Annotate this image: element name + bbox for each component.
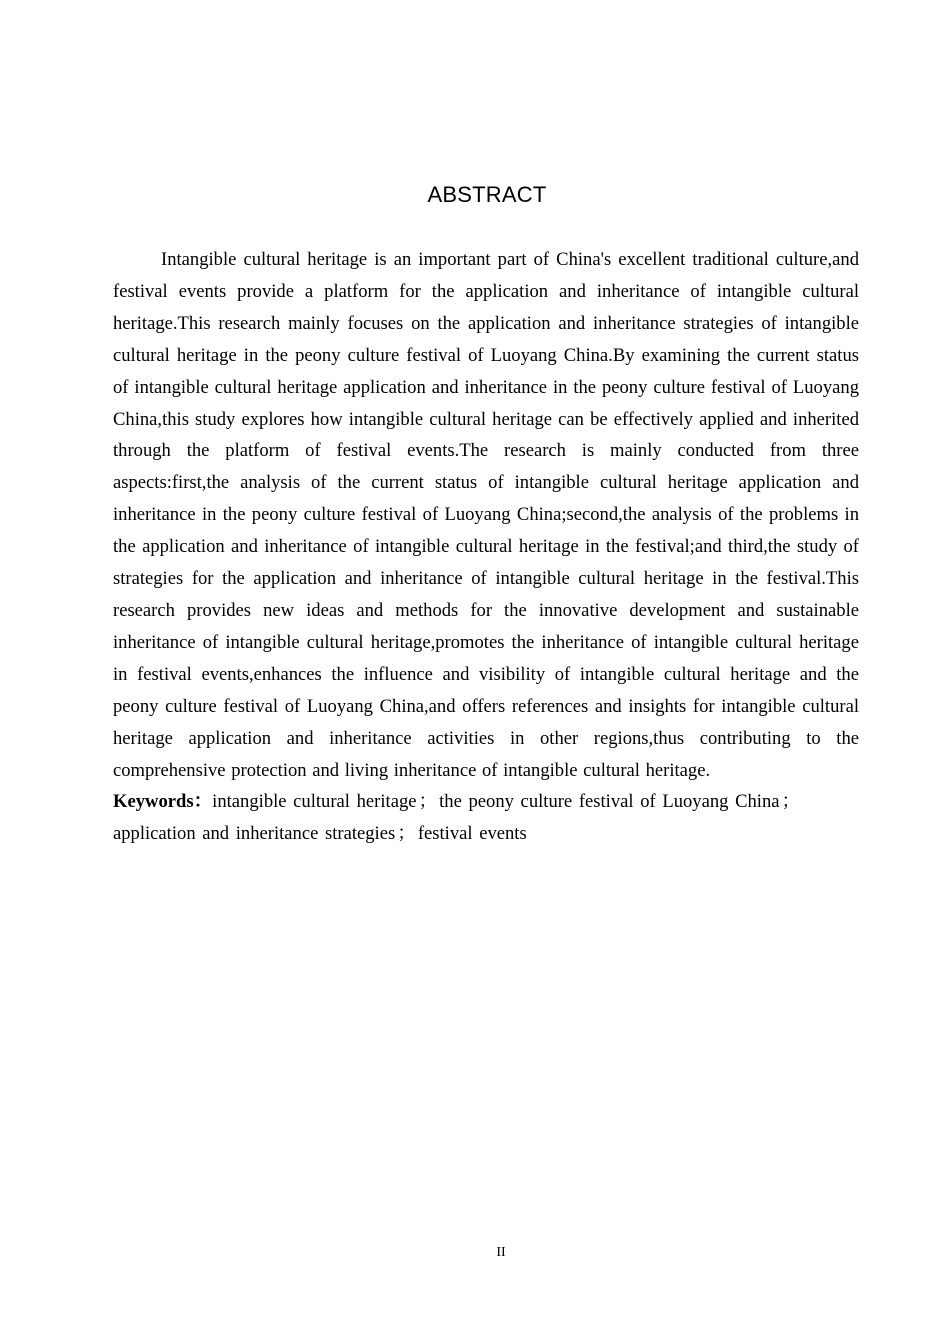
page-number: II — [496, 1245, 506, 1260]
keyword-separator: ； — [418, 791, 438, 813]
keyword-item: festival events — [417, 823, 527, 845]
keyword-separator: ； — [781, 791, 801, 813]
abstract-content — [113, 244, 859, 850]
keyword-item: application and inheritance strategies — [113, 823, 396, 845]
keywords-line — [113, 786, 859, 850]
abstract-paragraph: Intangible cultural heritage is an important part of China's excellent traditional culture,and festival events provide a platform for the application and inheritance of intangible cultural heritage.This research mainly focuses on the application and inheritance strategies of intangible cultural heritage in the peony culture festival of Luoyang China.By examining the current status of intangible cultural heritage application and inheritance in the peony culture festival of Luoyang China,this study explores how intangible cultural heritage can be effectively applied and inherited through the platform of festival events.The research is mainly conducted from three aspects:first,the analysis of the current status of intangible cultural heritage application and inheritance in the peony culture festival of Luoyang China;second,the analysis of the problems in the application and inheritance of intangible cultural heritage in the festival;and third,the study of strategies for the application and inheritance of intangible cultural heritage in the festival.This research provides new ideas and methods for the innovative development and sustainable inheritance of intangible cultural heritage,promotes the inheritance of intangible cultural heritage in festival events,enhances the influence and visibility of intangible cultural heritage and the peony culture festival of Luoyang China,and offers references and insights for intangible cultural heritage application and inheritance activities in other regions,thus contributing to the comprehensive protection and living inheritance of intangible cultural heritage. — [113, 249, 859, 781]
keyword-separator: ； — [397, 823, 416, 845]
abstract-heading: ABSTRACT — [427, 182, 547, 207]
keyword-item: intangible cultural heritage — [212, 791, 417, 813]
keyword-item: the peony culture festival of Luoyang China — [439, 791, 780, 813]
keywords-label: Keywords： — [113, 791, 213, 813]
